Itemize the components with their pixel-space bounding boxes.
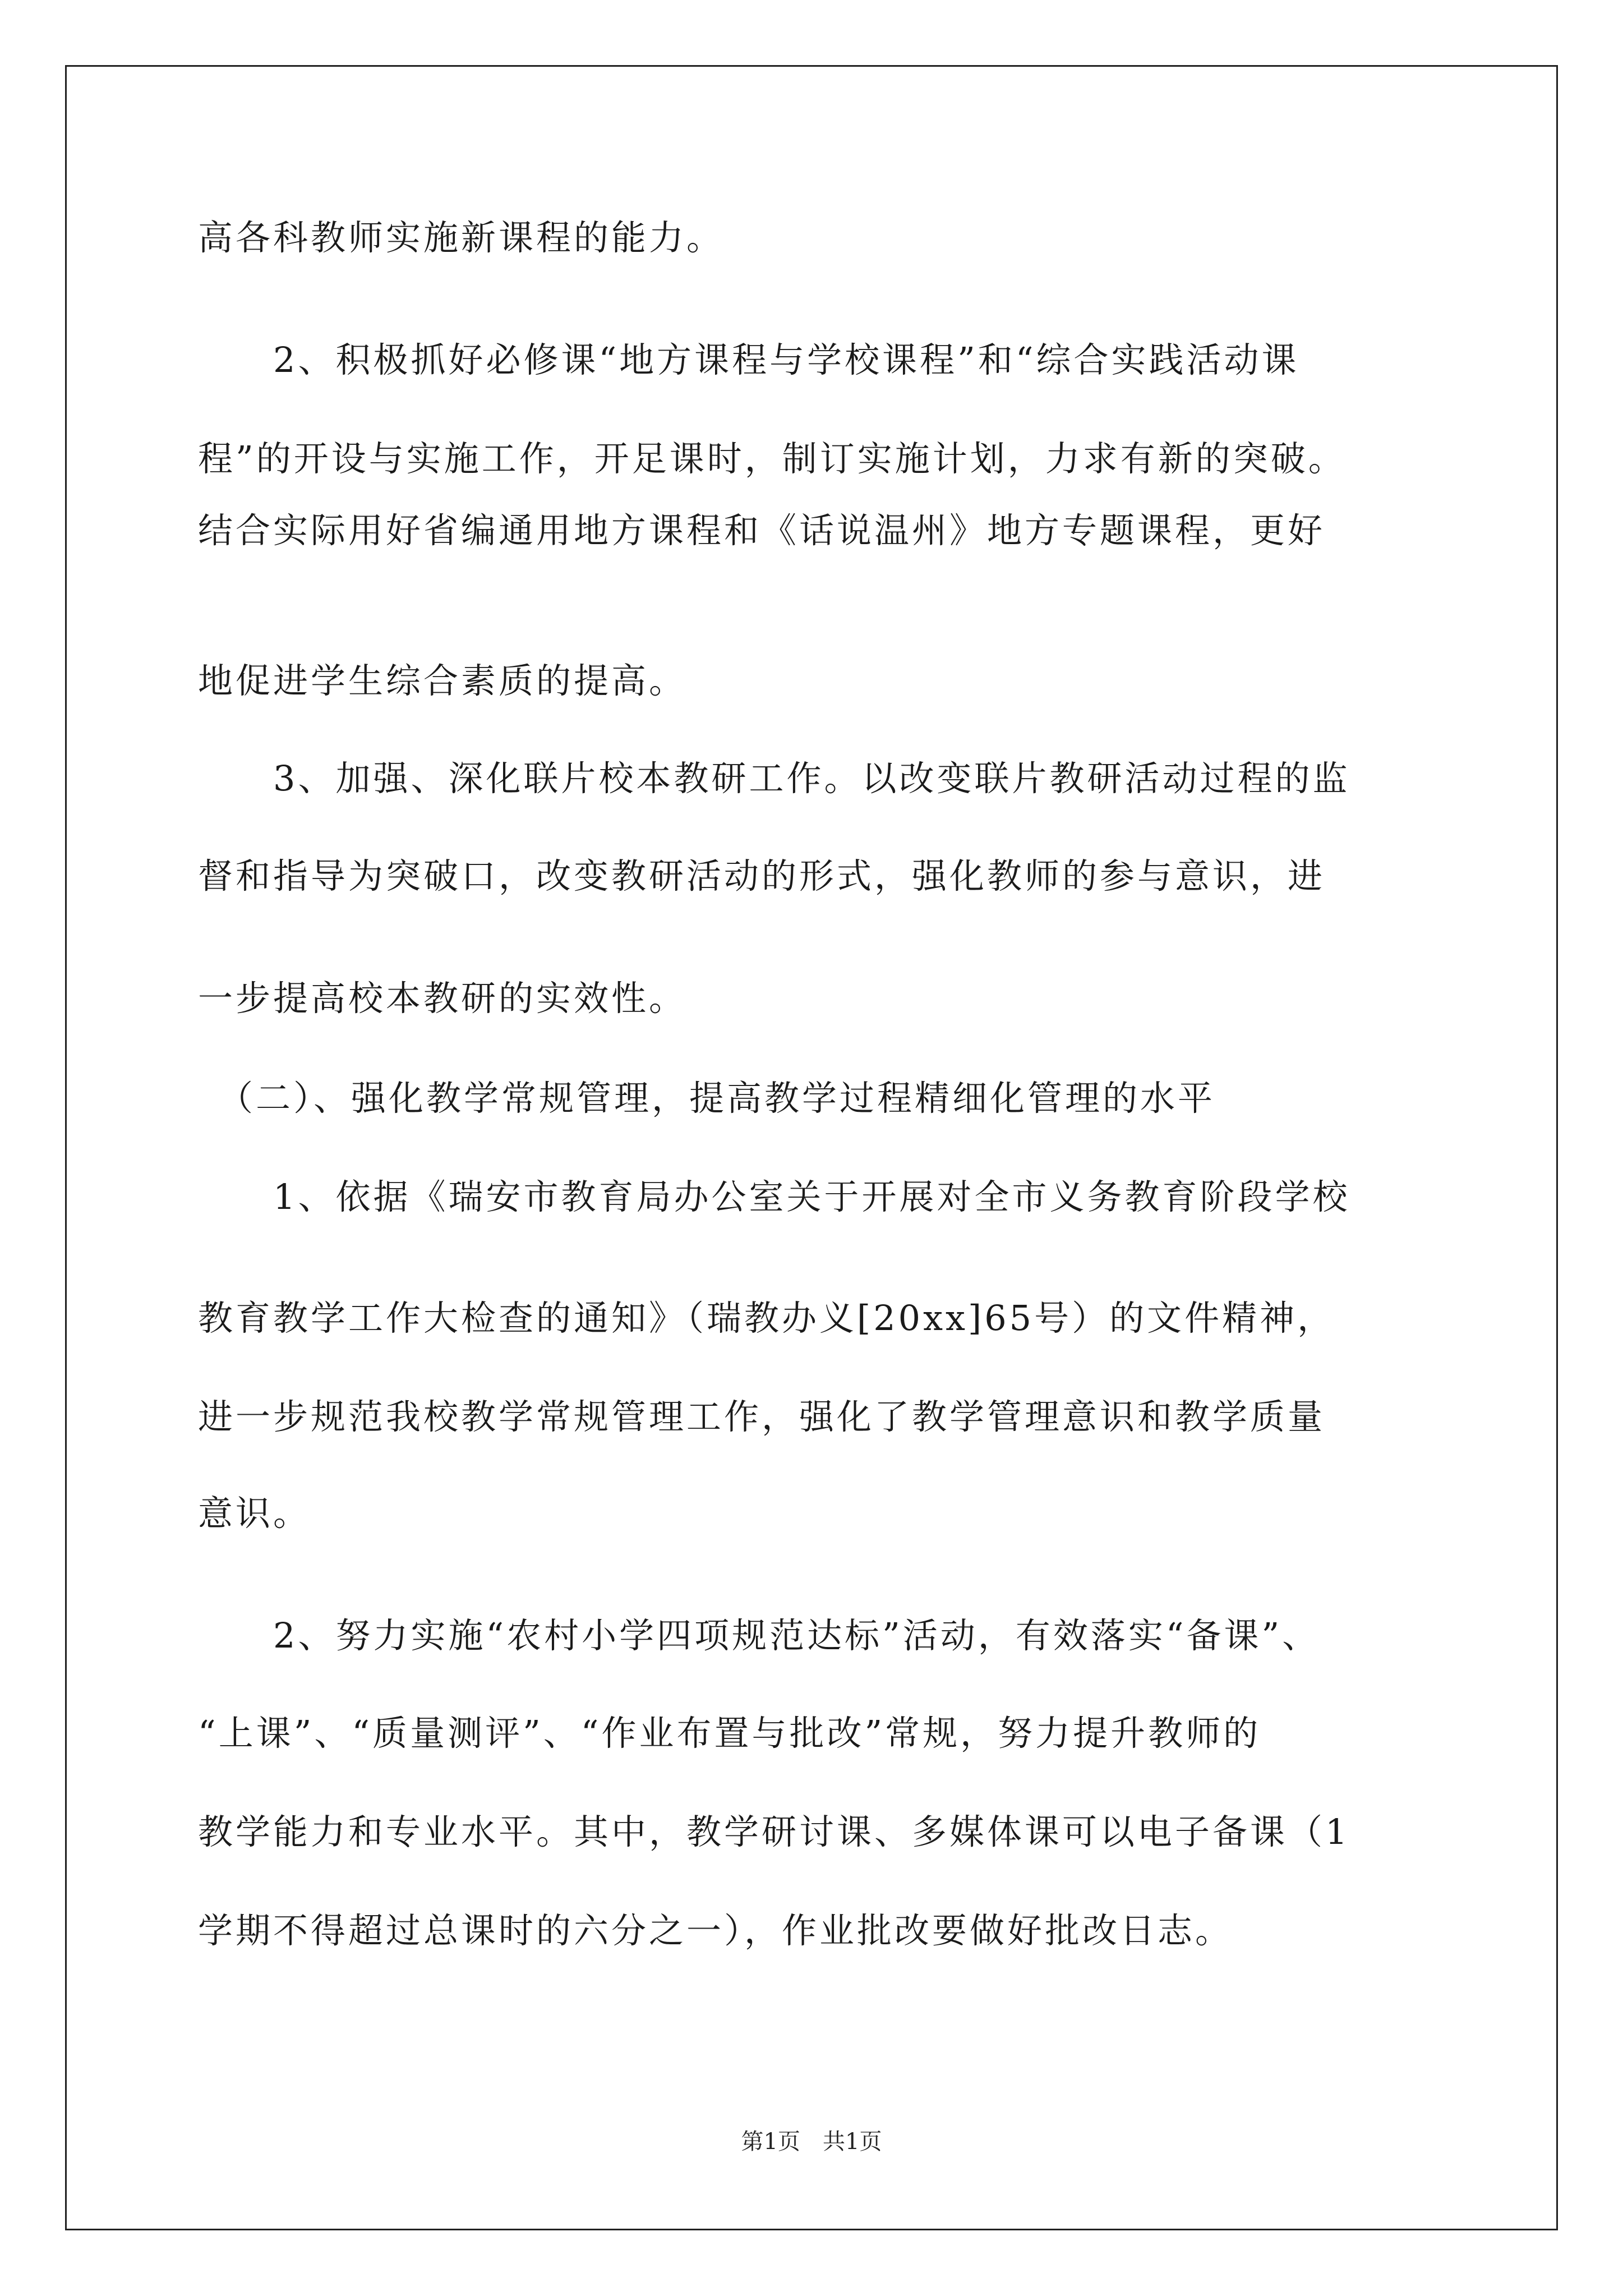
page-number-footer: 第1页 共1页	[741, 2129, 882, 2155]
text-line: 2、努力实施“农村小学四项规范达标”活动，有效落实“备课”、	[198, 1615, 1320, 1656]
section-heading: （二）、强化教学常规管理，提高教学过程精细化管理的水平	[198, 1078, 1216, 1119]
text-line: 教学能力和专业水平。其中，教学研讨课、多媒体课可以电子备课（1	[198, 1811, 1350, 1852]
text-line: 3、加强、深化联片校本教研工作。以改变联片教研活动过程的监	[198, 758, 1350, 799]
text-line: 意识。	[198, 1493, 311, 1534]
text-line: 2、积极抓好必修课“地方课程与学校课程”和“综合实践活动课	[198, 339, 1299, 380]
text-line: 一步提高校本教研的实效性。	[198, 978, 687, 1019]
text-line: 高各科教师实施新课程的能力。	[198, 217, 725, 258]
text-line: 地促进学生综合素质的提高。	[198, 660, 687, 701]
text-line: 1、依据《瑞安市教育局办公室关于开展对全市义务教育阶段学校	[198, 1176, 1350, 1217]
text-line: 进一步规范我校教学常规管理工作，强化了教学管理意识和教学质量	[198, 1396, 1326, 1437]
text-line: 教育教学工作大检查的通知》（瑞教办义[20xx]65号）的文件精神，	[198, 1297, 1335, 1338]
text-line: 程”的开设与实施工作，开足课时，制订实施计划，力求有新的突破。	[198, 438, 1346, 479]
text-line: 学期不得超过总课时的六分之一），作业批改要做好批改日志。	[198, 1910, 1233, 1951]
page-border	[65, 65, 1558, 2230]
text-line: 督和指导为突破口，改变教研活动的形式，强化教师的参与意识，进	[198, 855, 1326, 896]
text-line: 结合实际用好省编通用地方课程和《话说温州》地方专题课程，更好	[198, 510, 1326, 551]
text-line: “上课”、“质量测评”、“作业布置与批改”常规，努力提升教师的	[198, 1713, 1261, 1754]
